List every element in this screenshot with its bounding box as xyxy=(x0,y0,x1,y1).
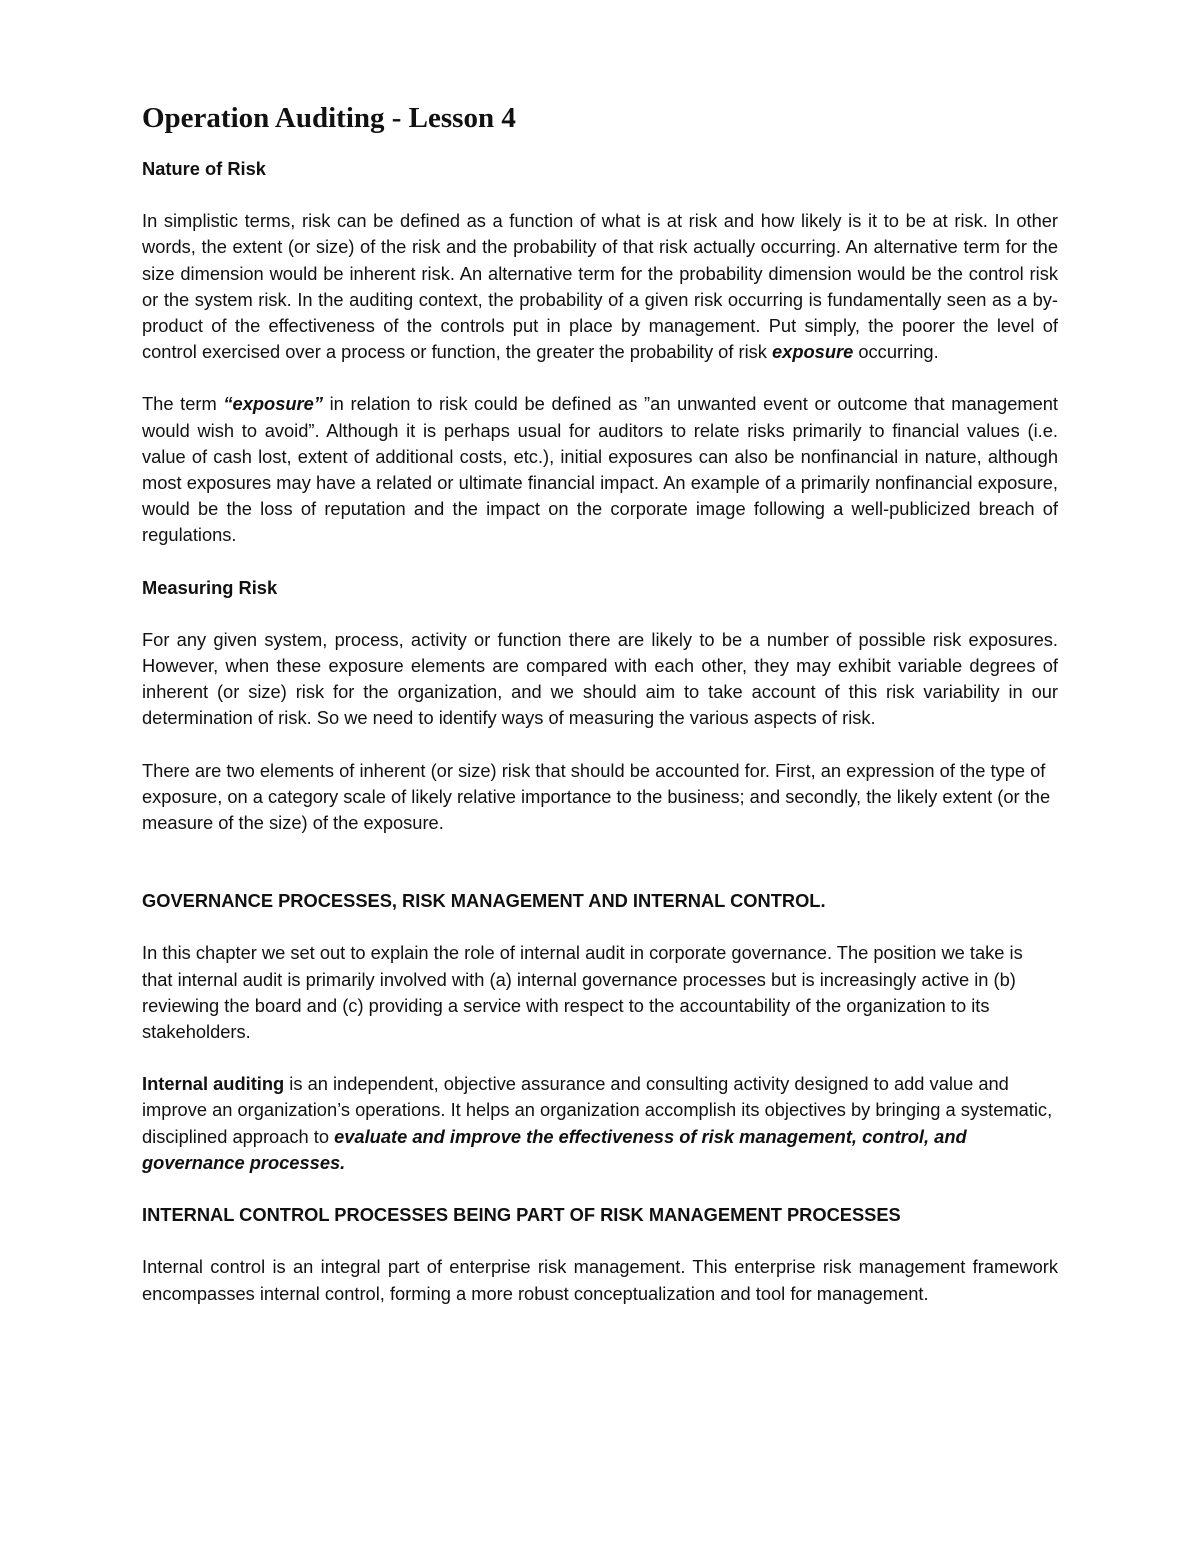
emphasis-exposure-term: “exposure” xyxy=(223,393,323,415)
paragraph-exposure-definition xyxy=(142,391,1058,548)
paragraph-internal-auditing-definition xyxy=(142,1071,1058,1176)
paragraph-inherent-risk-elements: There are two elements of inherent (or size) risk that should be accounted for. First, an expression of the type of exposure, on a category scale of likely relative importance to the business; and secondly, the likely extent (or the measure of the size) of the exposure. xyxy=(142,759,1051,834)
section-heading-nature-of-risk: Nature of Risk xyxy=(142,158,266,179)
document-page xyxy=(142,98,1058,1333)
paragraph-text: in relation to risk could be defined as ”an unwanted event or outcome that management would wish to avoid”. Although it is perhaps usual for auditors to relate risks primarily to financial values (i.e. value of cash lost, extent of additional costs, etc.), initial exposures can also be nonfinancial in nature, although most exposures may have a related or ultimate financial impact. An example of a primarily nonfinancial exposure, would be the loss of reputation and the impact on the corporate image following a well-publicized breach of regulations. xyxy=(142,393,1058,546)
emphasis-exposure: exposure xyxy=(772,341,854,363)
paragraph-risk-definition xyxy=(142,208,1058,365)
paragraph-text: In simplistic terms, risk can be defined as a function of what is at risk and how likely is it to be at risk. In other words, the extent (or size) of the risk and the probability of that risk actually occurring. An alternative term for the size dimension would be inherent risk. An alternative term for the probability dimension would be the control risk or the system risk. In the auditing context, the probability of a given risk occurring is fundamentally seen as a by-product of the effectiveness of the controls put in place by management. Put simply, the poorer the level of control exercised over a process or function, the greater the probability of risk xyxy=(142,210,1058,363)
paragraph-internal-audit-role: In this chapter we set out to explain the role of internal audit in corporate governance. The position we take is that internal audit is primarily involved with (a) internal governance processes but is increasingly active in (b) reviewing the board and (c) providing a service with respect to the accountability of the organization to its stakeholders. xyxy=(142,942,1023,1043)
paragraph-text: occurring. xyxy=(853,341,939,363)
document-title: Operation Auditing - Lesson 4 xyxy=(142,102,516,134)
paragraph-measuring-risk: For any given system, process, activity or function there are likely to be a number of possible risk exposures. However, when these exposure elements are compared with each other, they may exhibit variable degrees of inherent (or size) risk for the organization, and we should aim to take account of this risk variability in our determination of risk. So we need to identify ways of measuring the various aspects of risk. xyxy=(142,628,1058,729)
spacer xyxy=(142,862,1058,888)
paragraph-text: is an independent, objective assurance and consulting activity designed to add value and improve an organization’s operations. It helps an organization accomplish its objectives by bringing a systematic, disciplined approach to xyxy=(142,1073,1053,1147)
emphasis-evaluate-improve: evaluate and improve the effectiveness of risk management, control, and governance processes. xyxy=(142,1125,967,1173)
section-heading-internal-control: INTERNAL CONTROL PROCESSES BEING PART OF RISK MANAGEMENT PROCESSES xyxy=(142,1204,901,1226)
section-heading-governance: GOVERNANCE PROCESSES, RISK MANAGEMENT AND INTERNAL CONTROL. xyxy=(142,890,826,912)
bold-lead-internal-auditing: Internal auditing xyxy=(142,1073,285,1095)
paragraph-text: The term xyxy=(142,393,224,415)
section-heading-measuring-risk: Measuring Risk xyxy=(142,576,278,598)
paragraph-internal-control: Internal control is an integral part of enterprise risk management. This enterprise risk management framework encompasses internal control, forming a more robust conceptualization and tool for management. xyxy=(142,1256,1058,1304)
